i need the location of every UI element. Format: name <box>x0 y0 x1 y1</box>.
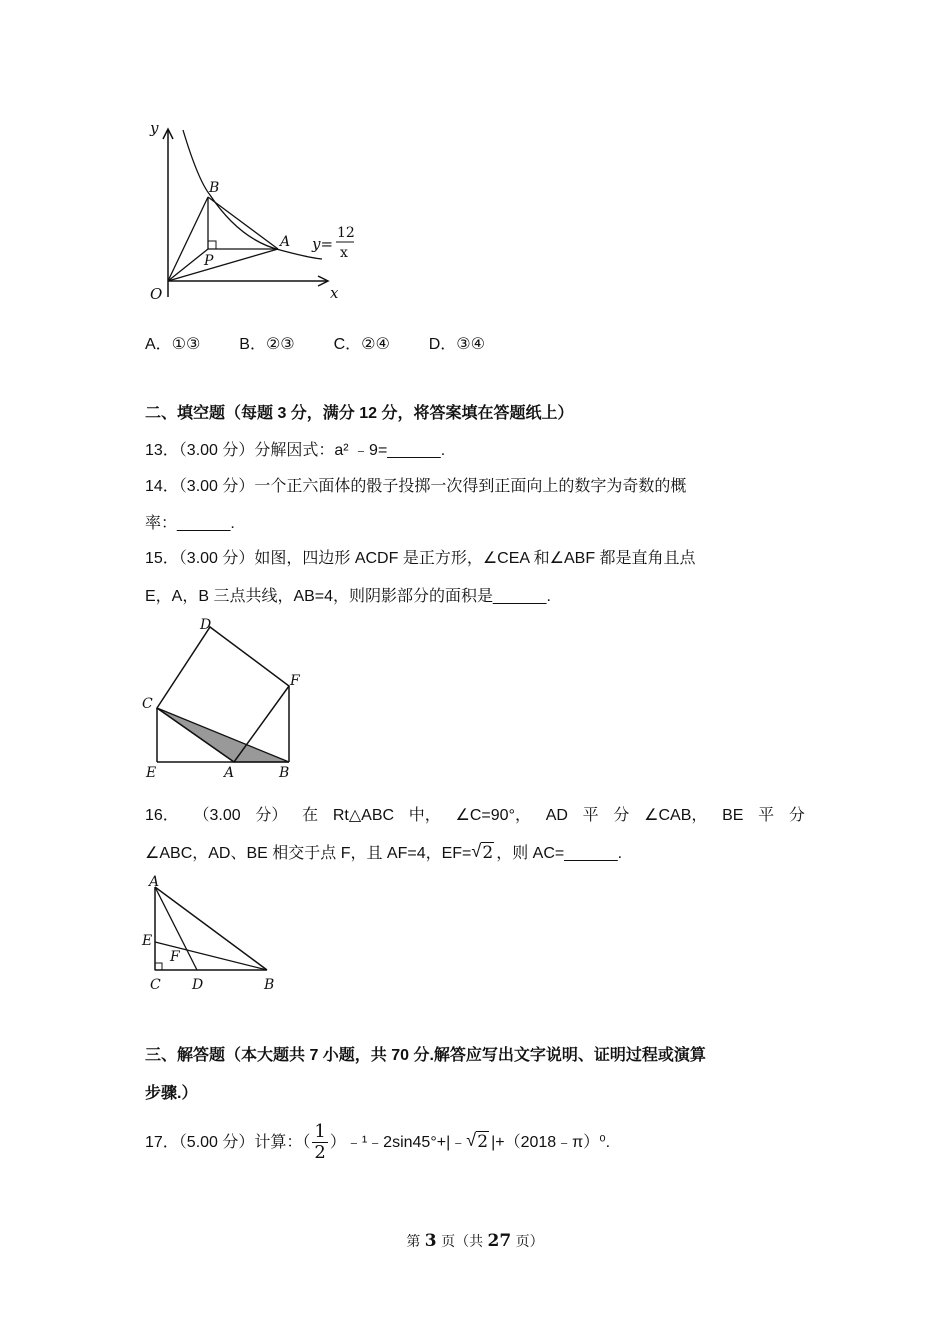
q16-part: （3.00 <box>193 807 241 824</box>
label-C: C <box>150 977 161 993</box>
label-A: A <box>280 234 291 250</box>
sqrt-value: 2 <box>477 1132 489 1152</box>
q16-part: 分 <box>788 807 805 824</box>
label-F: F <box>170 949 180 965</box>
q16-part: 分） <box>255 807 288 824</box>
fraction-one-half <box>312 1122 327 1163</box>
label-y: y <box>150 119 159 137</box>
footer-mid: 页（共 <box>436 1234 488 1250</box>
q16-part: 分 <box>613 807 630 824</box>
fraction-denominator: 2 <box>314 1142 326 1163</box>
section-2-title: 二、填空题（每题 3 分，满分 12 分，将答案填在答题纸上） <box>145 405 574 422</box>
question-13: 13．（3.00 分）分解因式：a² ﹣9=______. <box>145 442 446 459</box>
label-B: B <box>279 765 290 781</box>
label-eq-den: x <box>340 245 348 261</box>
q16-part: 在 <box>302 807 319 824</box>
footer-post: 页） <box>511 1234 544 1250</box>
question-14-line2: 率：______. <box>145 515 235 532</box>
footer-total-pages: 27 <box>487 1231 512 1251</box>
option-d: D．③④ <box>428 336 485 353</box>
option-b: B．②③ <box>239 336 295 353</box>
label-O: O <box>150 285 163 303</box>
option-c: C．②④ <box>333 336 390 353</box>
label-A: A <box>149 874 160 890</box>
question-17 <box>145 1122 610 1163</box>
question-14-line1: 14．（3.00 分）一个正六面体的骰子投掷一次得到正面向上的数字为奇数的概 <box>145 478 687 495</box>
section-3-title-line2: 步骤.） <box>145 1085 198 1102</box>
label-E: E <box>142 933 153 949</box>
option-a: A．①③ <box>145 336 201 353</box>
q17-pre: 17．（5.00 分）计算：（ <box>145 1133 311 1151</box>
label-B: B <box>209 180 220 196</box>
question-15-line2: E，A，B 三点共线，AB=4，则阴影部分的面积是______. <box>145 588 551 605</box>
q16-part: 中， <box>408 807 441 824</box>
footer-page-number: 3 <box>424 1231 437 1251</box>
label-F: F <box>290 673 300 689</box>
q16-part: 16． <box>145 807 179 824</box>
label-P: P <box>204 253 214 269</box>
q16-line2-pre: ∠ABC，AD、BE 相交于点 F，且 AF=4，EF= <box>145 845 472 862</box>
q16-line2-post: ，则 AC=______. <box>496 845 623 862</box>
figure-q12-hyperbola <box>140 115 370 310</box>
fraction-numerator: 1 <box>314 1121 326 1142</box>
q17-post: |+（2018﹣π）⁰. <box>491 1133 611 1151</box>
label-D: D <box>200 617 212 633</box>
options-q12 <box>145 335 485 355</box>
label-eq-lhs: y= <box>312 235 334 253</box>
q16-part: 平 <box>582 807 599 824</box>
question-15-line1: 15．（3.00 分）如图，四边形 ACDF 是正方形，∠CEA 和∠ABF 都是直角且点 <box>145 550 696 567</box>
sqrt-symbol: √ 2 <box>466 1130 489 1152</box>
section-3-title-line1: 三、解答题（本大题共 7 小题，共 70 分.解答应写出文字说明、证明过程或演算 <box>145 1047 706 1064</box>
page-footer <box>0 1231 950 1251</box>
figure-q16-triangle <box>140 872 285 997</box>
q16-part: BE <box>722 807 744 824</box>
sqrt-symbol: √ 2 <box>471 841 494 863</box>
q17-mid: ）﹣¹﹣2sin45°+|﹣ <box>329 1133 467 1151</box>
question-16-line2 <box>145 843 622 864</box>
label-C: C <box>142 696 153 712</box>
sqrt-value: 2 <box>482 843 494 863</box>
label-E: E <box>146 765 157 781</box>
label-eq-num: 12 <box>337 225 355 241</box>
q16-part: 平 <box>758 807 775 824</box>
label-B: B <box>264 977 275 993</box>
q16-part: ∠CAB， <box>644 807 708 824</box>
q16-part: AD <box>545 807 568 824</box>
footer-pre: 第 <box>406 1234 425 1250</box>
q16-part: Rt△ABC <box>332 807 395 824</box>
figure-q15-square <box>140 615 315 785</box>
label-D: D <box>192 977 204 993</box>
q16-part: ∠C=90°， <box>455 807 531 824</box>
label-x: x <box>330 284 339 302</box>
question-16-line1 <box>145 806 805 826</box>
label-A: A <box>224 765 235 781</box>
